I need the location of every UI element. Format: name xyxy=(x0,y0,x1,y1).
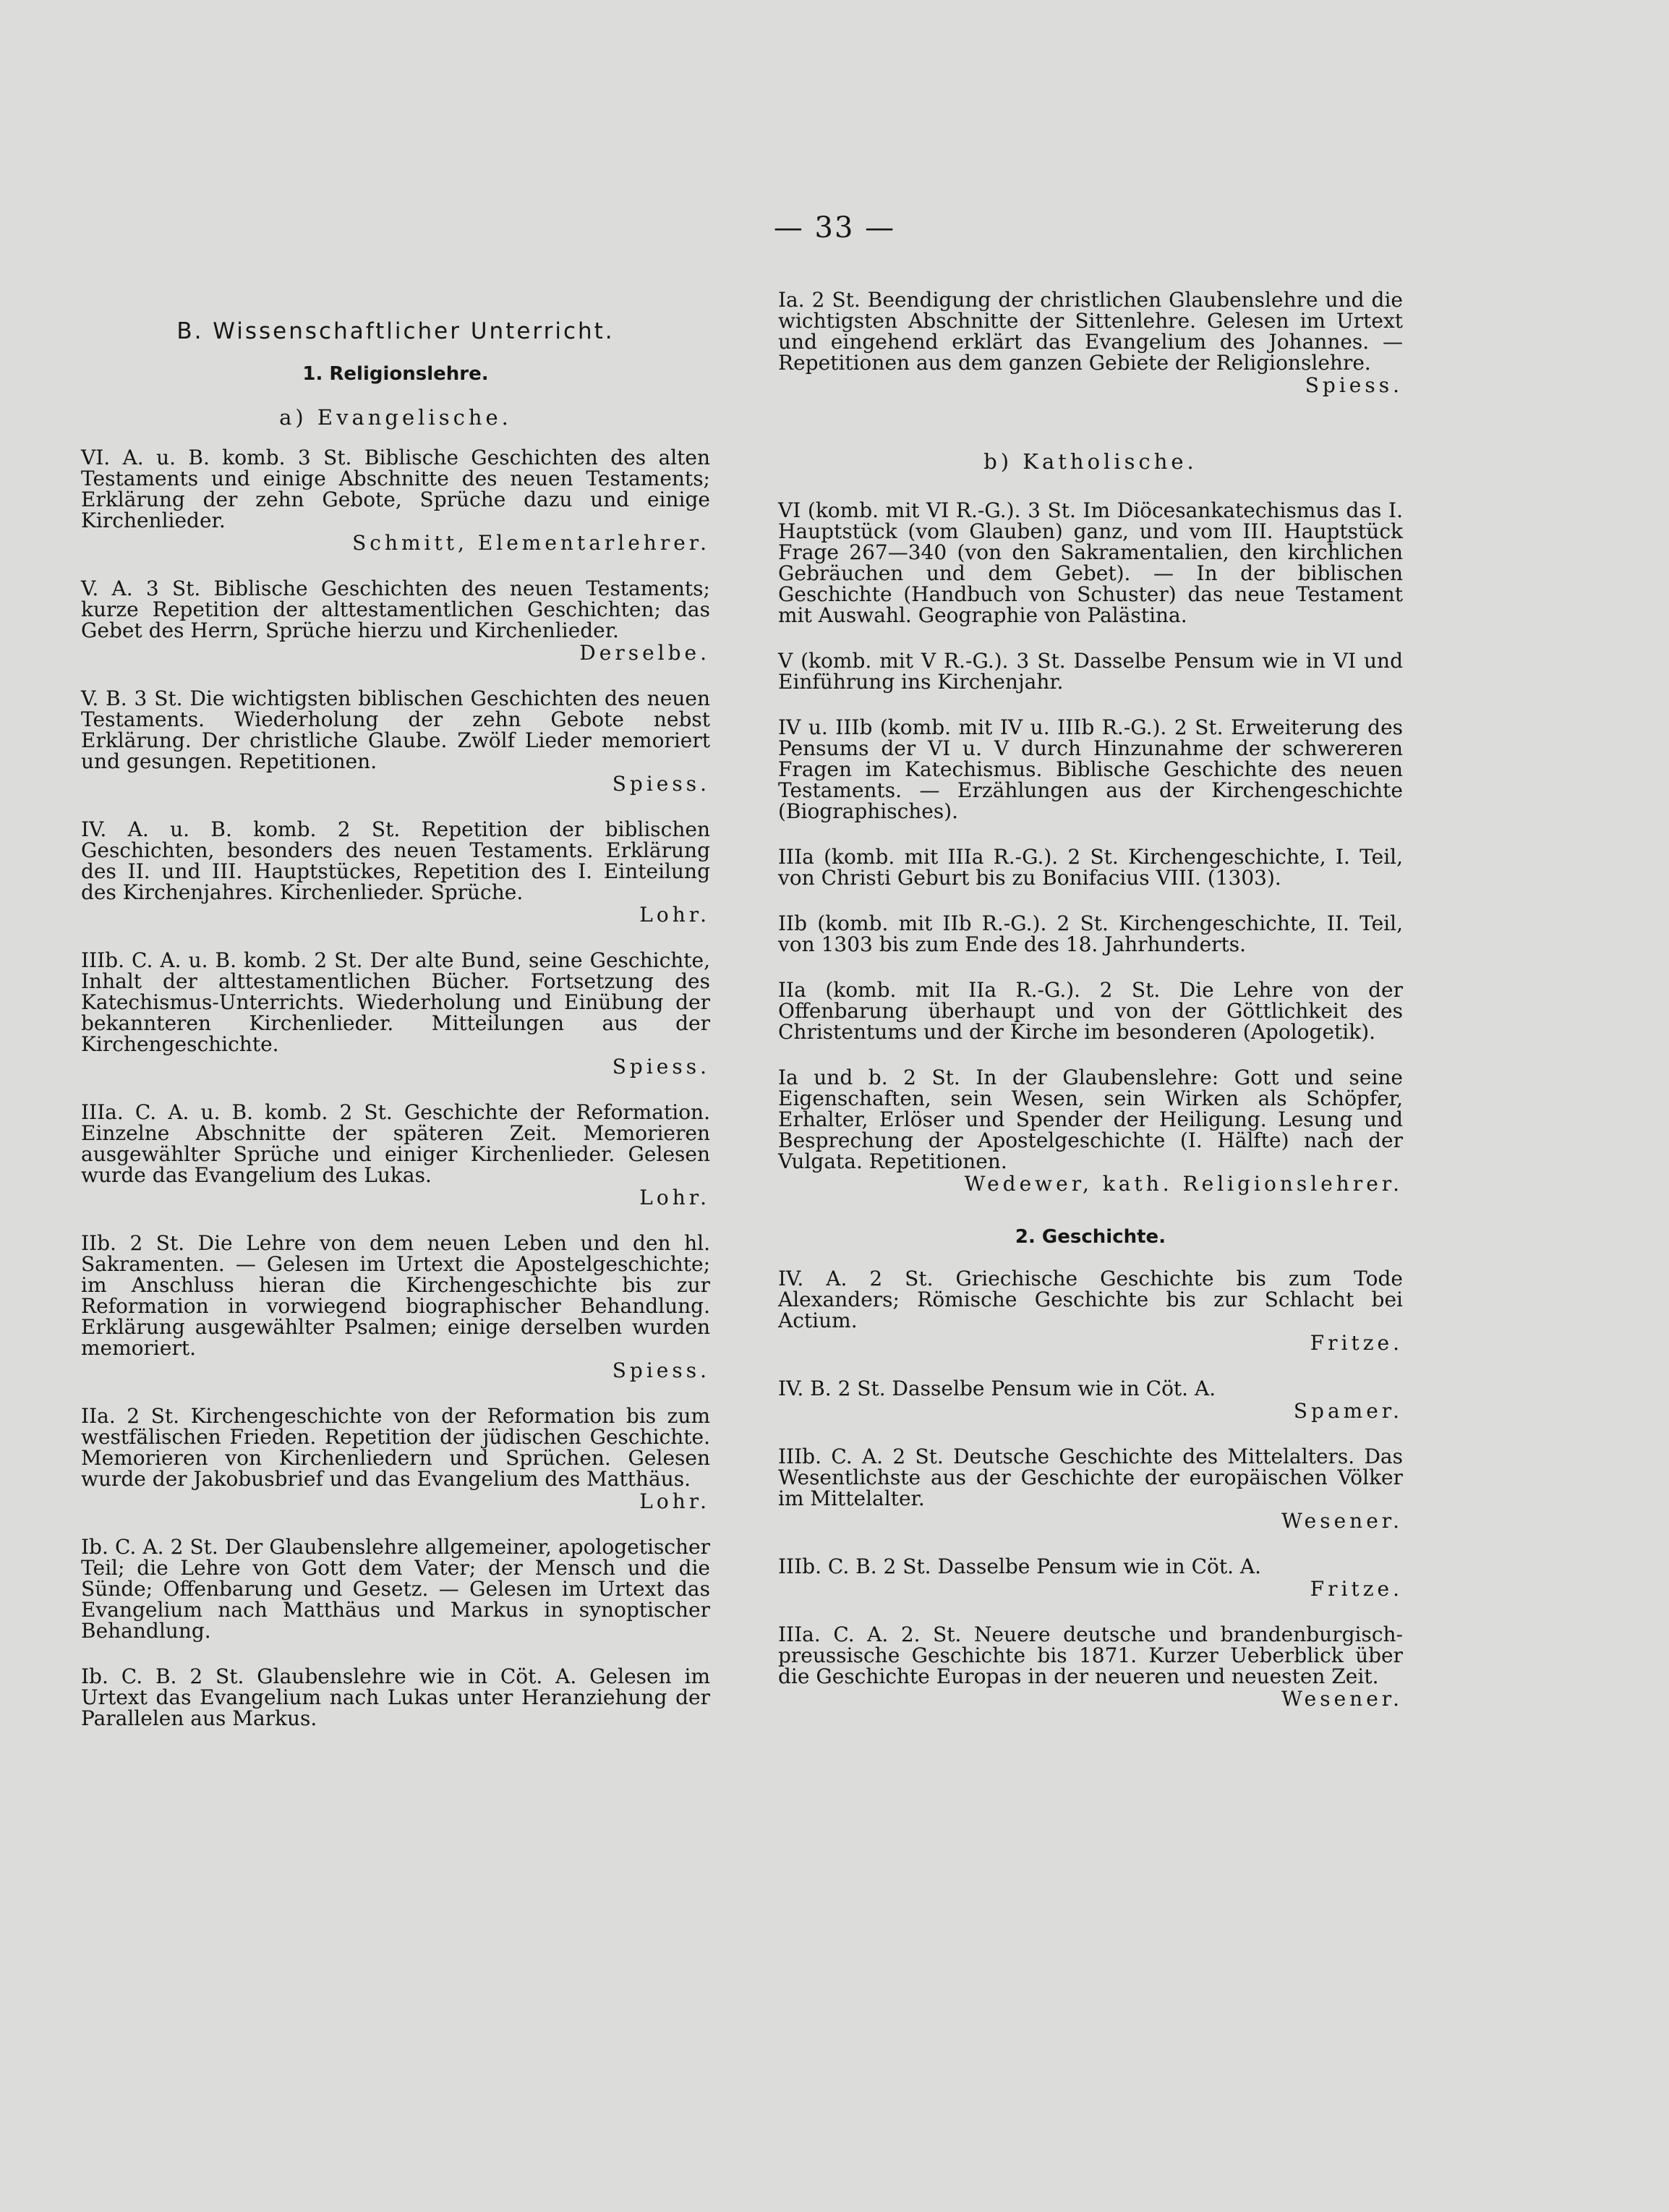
teacher-name: Schmitt, Elementarlehrer. xyxy=(352,531,710,555)
teacher-name: Wedewer, kath. Religionslehrer. xyxy=(964,1172,1403,1196)
class-designation: IIIa. C. A. u. B. komb. 2 St. xyxy=(81,1100,393,1124)
entry-body xyxy=(778,1624,1403,1687)
entry-text: Dasselbe Pensum wie in Cöt. A. xyxy=(892,1377,1216,1400)
list-item xyxy=(81,578,710,663)
teacher-name: Fritze. xyxy=(1310,1331,1403,1355)
teacher-name: Lohr. xyxy=(639,1489,710,1513)
list-item xyxy=(778,1624,1403,1709)
entry-text: Geschichte der Reformation. Einzelne Abschnitte der späteren Zeit. Memorieren ausgewählter Sprüche und einiger Kirchenlieder. Gelesen wurde das Evangelium des Lukas. xyxy=(81,1100,710,1187)
entry-text: Im Diöcesankatechismus das I. Hauptstück (vom Glauben) ganz, und vom III. Hauptstück Frage 267—340 (von den Sakramentalien, den kirchlichen Gebräuchen und dem Gebet). — In der biblischen Geschichte (Handbuch von Schuster) das neue Testament mit Auswahl. Geographie von Palästina. xyxy=(778,498,1404,627)
entry-body xyxy=(778,500,1403,626)
entry-body xyxy=(778,1268,1403,1331)
list-item xyxy=(778,913,1403,955)
list-item xyxy=(778,1378,1403,1421)
entry-text: Kirchengeschichte, II. Teil, von 1303 bis zum Ende des 18. Jahrhunderts. xyxy=(778,911,1403,956)
teacher-name: Lohr. xyxy=(639,903,710,927)
entry-body xyxy=(778,1378,1403,1399)
class-designation: V. A. 3 St. xyxy=(81,577,201,600)
entry-body xyxy=(81,578,710,641)
entry-body xyxy=(778,289,1403,373)
right-column xyxy=(778,289,1403,1734)
list-item xyxy=(778,500,1403,626)
list-item xyxy=(778,717,1403,822)
entry-text: Glaubenslehre wie in Cöt. A. Gelesen im Urtext das Evangelium nach Lukas unter Heranziehung der Parallelen aus Markus. xyxy=(81,1664,711,1730)
class-designation: Ia und b. 2 St. xyxy=(778,1065,960,1089)
entry-body xyxy=(81,950,710,1055)
entry-body xyxy=(778,846,1403,888)
list-item xyxy=(81,1233,710,1381)
subject-heading-history: 2. Geschichte. xyxy=(1015,1226,1166,1248)
list-item xyxy=(81,688,710,794)
class-designation: IIb. 2 St. xyxy=(81,1231,185,1255)
entry-text: Kirchengeschichte, I. Teil, von Christi Geburt bis zu Bonifacius VIII. (1303). xyxy=(778,845,1404,890)
class-designation: IIa. 2 St. xyxy=(81,1404,180,1428)
class-designation: V. B. 3 St. xyxy=(81,686,183,710)
section-heading: B. Wissenschaftlicher Unterricht. xyxy=(176,318,615,344)
entry-text: Biblische Geschichten des alten Testaments und einige Abschnitte des neuen Testaments; Erklärung der zehn Gebote, Sprüche dazu und einige Kirchenlieder. xyxy=(81,446,711,532)
entry-body xyxy=(778,913,1403,955)
entry-body xyxy=(778,1067,1403,1172)
class-designation: IV. A. 2 St. xyxy=(778,1267,934,1290)
class-designation: VI (komb. mit VI R.-G.). 3 St. xyxy=(778,498,1076,522)
list-item xyxy=(778,1268,1403,1353)
list-item xyxy=(778,1446,1403,1531)
list-item xyxy=(81,1536,710,1641)
entry-text: Die wichtigsten biblischen Geschichten des neuen Testaments. Wiederholung der zehn Gebote nebst Erklärung. Der christliche Glaube. Zwölf Lieder memoriert und gesungen. Repetitionen. xyxy=(81,686,710,773)
entry-list xyxy=(81,447,710,1729)
list-item xyxy=(778,1556,1403,1599)
entry-body xyxy=(81,1536,710,1641)
entry-text: Beendigung der christlichen Glaubenslehre und die wichtigsten Abschnitte der Sittenlehre. Gelesen im Urtext und eingehend erklärt das Evangelium des Johannes. — Repetitionen aus dem ganzen Gebiete der Religionslehre. xyxy=(778,288,1403,375)
class-designation: IIIb. C. A. 2 St. xyxy=(778,1445,944,1468)
confession-heading-evangelisch: a) Evangelische. xyxy=(279,405,512,430)
list-item xyxy=(81,1666,710,1729)
teacher-name: Spiess. xyxy=(612,1358,710,1382)
class-designation: IV u. IIIb (komb. mit IV u. IIIb R.-G.). 2 St. xyxy=(778,715,1224,739)
entry-text: Der Glaubenslehre allgemeiner, apologetischer Teil; die Lehre von Gott dem Vater; der Mensch und die Sünde; Offenbarung und Gesetz. — Gelesen im Urtext das Evangelium nach Matthäus und Markus in synoptischer Behandlung. xyxy=(81,1535,710,1643)
teacher-name: Fritze. xyxy=(1310,1577,1403,1601)
entry-body xyxy=(778,650,1403,692)
list-item xyxy=(81,1102,710,1208)
teacher-name: Spiess. xyxy=(612,1055,710,1079)
list-item xyxy=(81,950,710,1077)
entry-text: Repetition der biblischen Geschichten, besonders des neuen Testaments. Erklärung des II. und III. Hauptstückes, Repetition des I. Einteilung des Kirchenjahres. Kirchenlieder. Sprüche. xyxy=(81,817,710,904)
teacher-name: Wesener. xyxy=(1281,1687,1403,1711)
class-designation: IIIa (komb. mit IIIa R.-G.). 2 St. xyxy=(778,845,1119,869)
subject-heading-religion: 1. Religionslehre. xyxy=(302,363,489,385)
entry-body xyxy=(778,979,1403,1042)
entry-text: Dasselbe Pensum wie in Cöt. A. xyxy=(937,1554,1262,1578)
list-item xyxy=(81,819,710,925)
entry-body xyxy=(81,1405,710,1489)
entry-text: Deutsche Geschichte des Mittelalters. Das Wesentlichste aus der Geschichte der europäischen Völker im Mittelalter. xyxy=(778,1445,1403,1510)
entry-text: In der Glaubenslehre: Gott und seine Eigenschaften, sein Wesen, sein Wirken als Schöpfer, Erhalter, Erlöser und Spender der Heiligung. Lesung und Besprechung der Apostelgeschichte (I. Hälfte) nach der Vulgata. Repetitionen. xyxy=(778,1065,1403,1173)
list-item xyxy=(81,447,710,553)
teacher-name: Derselbe. xyxy=(579,641,710,665)
teacher-name: Lohr. xyxy=(639,1186,710,1209)
page-number: — 33 — xyxy=(773,211,896,244)
class-designation: IV. A. u. B. komb. 2 St. xyxy=(81,817,401,841)
list-item xyxy=(778,650,1403,692)
confession-heading-katholisch: b) Katholische. xyxy=(983,449,1198,474)
list-item xyxy=(81,1405,710,1512)
entry-text: Biblische Geschichten des neuen Testaments; kurze Repetition der alttestamentlichen Geschichten; das Gebet des Herrn, Sprüche hierzu und Kirchenlieder. xyxy=(81,577,710,642)
class-designation: IIb (komb. mit IIb R.-G.). 2 St. xyxy=(778,911,1109,935)
entry-text: Griechische Geschichte bis zum Tode Alexanders; Römische Geschichte bis zur Schlacht bei Actium. xyxy=(778,1267,1403,1332)
list-item xyxy=(778,1067,1403,1194)
entry-text: Kirchengeschichte von der Reformation bis zum westfälischen Frieden. Repetition der jüdischen Geschichte. Memorieren von Kirchenliedern und Sprüchen. Gelesen wurde der Jakobusbrief und das Evangelium des Matthäus. xyxy=(81,1404,710,1491)
entry-body xyxy=(81,688,710,772)
teacher-name: Spamer. xyxy=(1293,1399,1403,1423)
list-item xyxy=(778,846,1403,888)
class-designation: V (komb. mit V R.-G.). 3 St. xyxy=(778,649,1066,673)
teacher-name: Spiess. xyxy=(612,772,710,796)
entry-text: Die Lehre von dem neuen Leben und den hl. Sakramenten. — Gelesen im Urtext die Apostelgeschichte; im Anschluss hieran die Kirchengeschichte bis zur Reformation in vorwiegend biographischer Behandlung. Erklärung ausgewählter Psalmen; einige derselben wurden memoriert. xyxy=(81,1231,710,1360)
entry-body xyxy=(81,447,710,531)
class-designation: IIIb. C. A. u. B. komb. 2 St. xyxy=(81,948,363,972)
entry-text: Erweiterung des Pensums der VI u. V durch Hinzunahme der schwereren Fragen im Katechismus. Biblische Geschichte des neuen Testaments. — Erzählungen aus der Kirchengeschichte (Biographisches). xyxy=(778,715,1404,823)
left-column xyxy=(81,289,710,1753)
list-item xyxy=(778,289,1403,396)
class-designation: Ia. 2 St. xyxy=(778,288,861,312)
class-designation: VI. A. u. B. komb. 3 St. xyxy=(81,446,352,469)
entry-text: Der alte Bund, seine Geschichte, Inhalt der alttestamentlichen Bücher. Fortsetzung des Katechismus-Unterrichts. Wiederholung und Einübung der bekannteren Kirchenlieder. Mitteilungen aus der Kirchengeschichte. xyxy=(81,948,711,1056)
class-designation: Ib. C. A. 2 St. xyxy=(81,1535,218,1559)
class-designation: IIIa. C. A. 2. St. xyxy=(778,1622,962,1646)
class-designation: IIa (komb. mit IIa R.-G.). 2 St. xyxy=(778,978,1161,1002)
entry-list xyxy=(778,1268,1403,1709)
entry-body xyxy=(778,1446,1403,1509)
entry-text: Dasselbe Pensum wie in VI und Einführung ins Kirchenjahr. xyxy=(778,649,1403,694)
class-designation: IV. B. 2 St. xyxy=(778,1377,886,1400)
entry-body xyxy=(778,717,1403,822)
teacher-name: Wesener. xyxy=(1281,1509,1403,1533)
entry-body xyxy=(81,1666,710,1729)
entry-text: Die Lehre von der Offenbarung überhaupt und von der Göttlichkeit des Christentums und der Kirche im besonderen (Apologetik). xyxy=(778,978,1404,1044)
teacher-name: Spiess. xyxy=(1305,373,1403,397)
entry-list xyxy=(778,289,1403,396)
entry-body xyxy=(778,1556,1403,1577)
entry-body xyxy=(81,1233,710,1358)
entry-body xyxy=(81,819,710,903)
class-designation: IIIb. C. B. 2 St. xyxy=(778,1554,931,1578)
list-item xyxy=(778,979,1403,1042)
entry-list xyxy=(778,500,1403,1194)
class-designation: Ib. C. B. 2 St. xyxy=(81,1664,244,1688)
entry-body xyxy=(81,1102,710,1186)
entry-text: Neuere deutsche und brandenburgisch-preussische Geschichte bis 1871. Kurzer Ueberblick über die Geschichte Europas in der neueren und neuesten Zeit. xyxy=(778,1622,1403,1688)
